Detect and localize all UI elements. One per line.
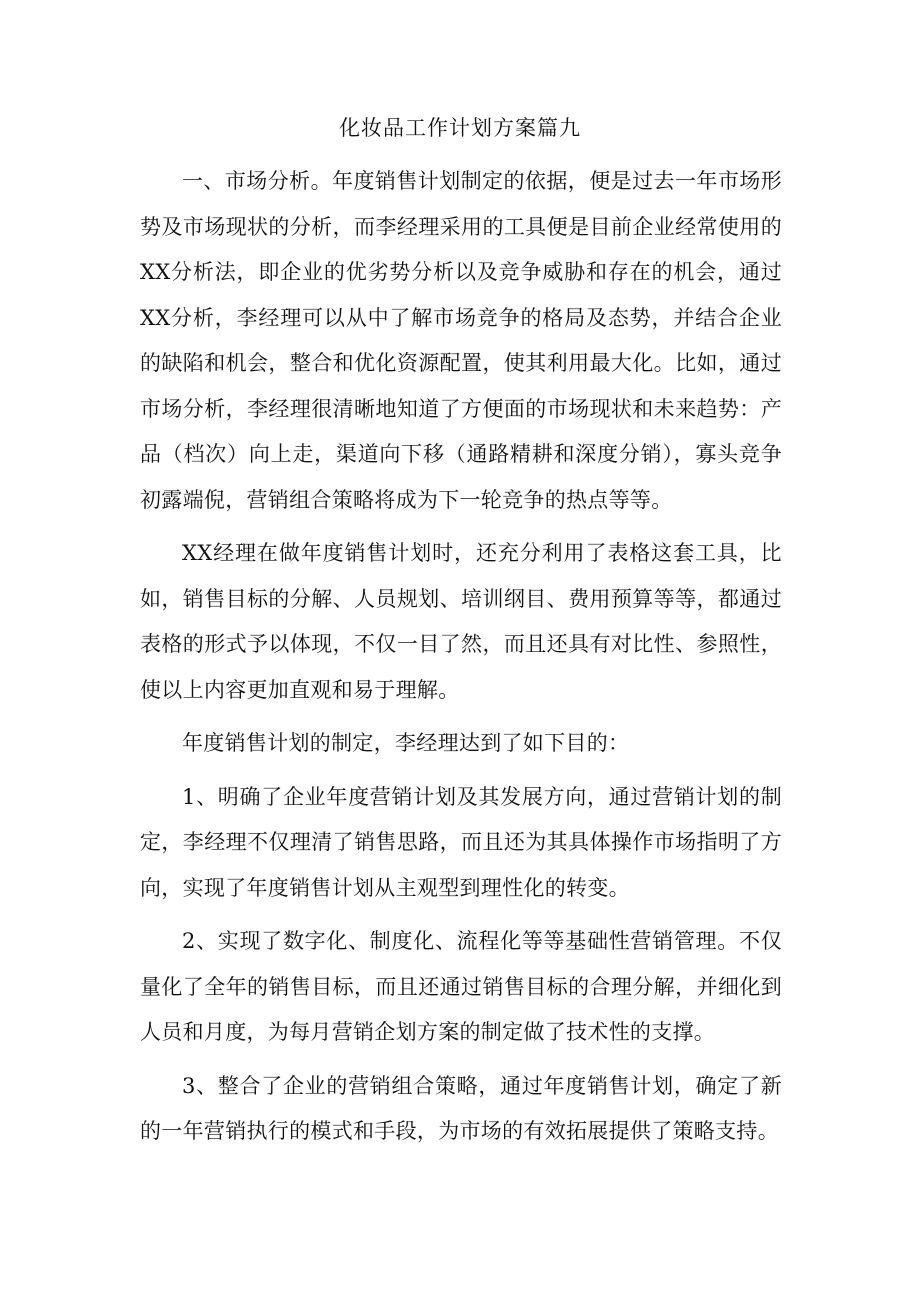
document-title: 化妆品工作计划方案篇九 (339, 116, 581, 140)
paragraph-table-tools: XX经理在做年度销售计划时，还充分利用了表格这套工具，比如，销售目标的分解、人员规划、培训纲目、费用预算等等，都通过表格的形式予以体现，不仅一目了然，而且还具有对比性、参照性，使以上内容更加直观和易于理解。 (140, 541, 782, 702)
paragraph-market-analysis: 一、市场分析。年度销售计划制定的依据，便是过去一年市场形势及市场现状的分析，而李经理采用的工具便是目前企业经常使用的XX分析法，即企业的优劣势分析以及竞争威胁和存在的机会，通过XX分析，李经理可以从中了解市场竞争的格局及态势，并结合企业的缺陷和机会，整合和优化资源配置，使其利用最大化。比如，通过市场分析，李经理很清晰地知道了方便面的市场现状和未来趋势：产品（档次）向上走，渠道向下移（通路精耕和深度分销），寡头竞争初露端倪，营销组合策略将成为下一轮竞争的热点等等。 (140, 169, 782, 512)
paragraph-goal-2: 2、实现了数字化、制度化、流程化等等基础性营销管理。不仅量化了全年的销售目标，而且还通过销售目标的合理分解，并细化到人员和月度，为每月营销企划方案的制定做了技术性的支撑。 (140, 929, 782, 1044)
paragraph-goals-intro: 年度销售计划的制定，李经理达到了如下目的： (182, 731, 630, 755)
paragraph-goal-1: 1、明确了企业年度营销计划及其发展方向，通过营销计划的制定，李经理不仅理清了销售思路，而且还为其具体操作市场指明了方向，实现了年度销售计划从主观型到理性化的转变。 (140, 784, 782, 900)
document-body (140, 159, 782, 1163)
paragraph-goal-3: 3、整合了企业的营销组合策略，通过年度销售计划，确定了新的一年营销执行的模式和手段，为市场的有效拓展提供了策略支持。 (140, 1073, 782, 1143)
